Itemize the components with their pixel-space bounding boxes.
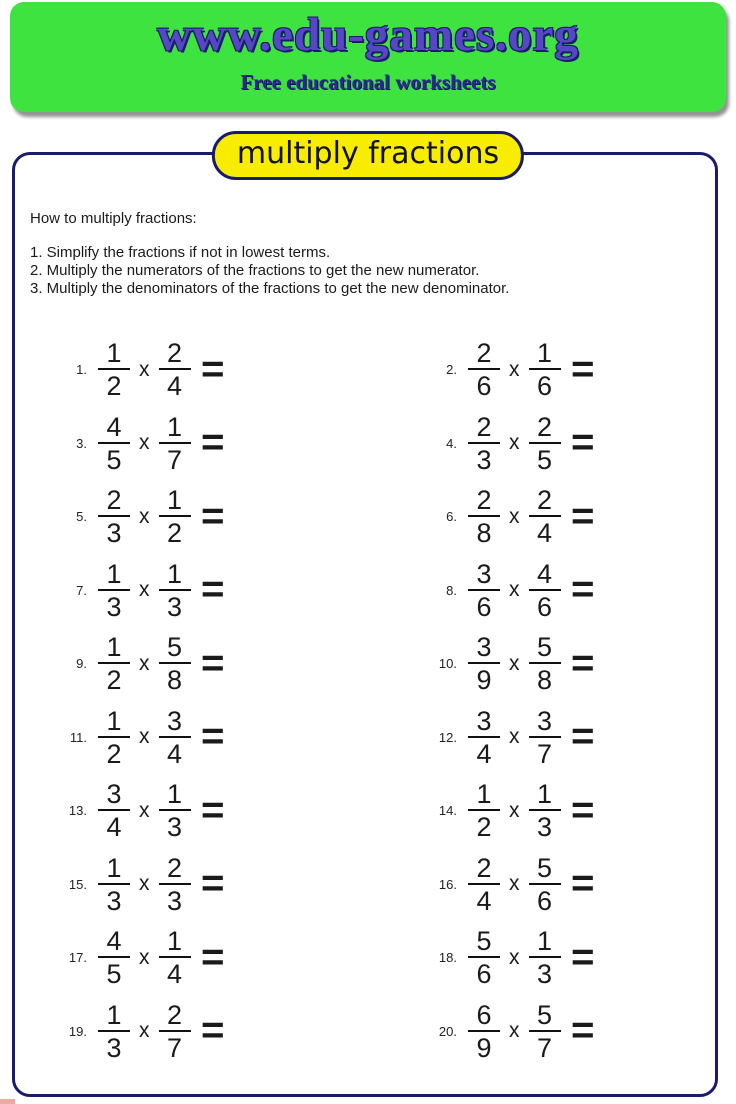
fraction-2-denominator: 8: [159, 662, 191, 694]
fraction-1-denominator: 2: [98, 736, 130, 768]
fraction-1-denominator: 5: [98, 956, 130, 988]
equals-sign: =: [200, 494, 225, 538]
fraction-1-denominator: 3: [98, 1030, 130, 1062]
fraction-1: [98, 927, 130, 988]
fraction-1-denominator: 4: [468, 883, 500, 915]
fraction-1: [98, 633, 130, 694]
fraction-2-numerator: 1: [536, 926, 553, 957]
fraction-1-denominator: 6: [468, 956, 500, 988]
fraction-2: [529, 1001, 561, 1062]
equals-sign: =: [570, 1009, 595, 1053]
problem-number: 12.: [438, 729, 457, 745]
equals-sign: =: [200, 641, 225, 685]
fraction-1: [98, 339, 130, 400]
fraction-1-denominator: 5: [98, 442, 130, 474]
problem-number: 8.: [446, 582, 457, 598]
fraction-2: [159, 486, 191, 547]
fraction-2: [529, 707, 561, 768]
problem-row: [429, 627, 709, 701]
fraction-1-denominator: 9: [468, 1030, 500, 1062]
fraction-1: [98, 560, 130, 621]
fraction-2: [529, 413, 561, 474]
multiply-operator: x: [509, 578, 520, 602]
fraction-1: [468, 633, 500, 694]
problem-number: 6.: [446, 509, 457, 525]
equals-sign: =: [570, 347, 595, 391]
fraction-1-numerator: 2: [476, 411, 492, 442]
fraction-1-numerator: 1: [106, 852, 122, 883]
instruction-step: 3. Multiply the denominators of the fractions to get the new denominator.: [30, 280, 510, 297]
fraction-1: [98, 854, 130, 915]
fraction-2-denominator: 6: [529, 883, 561, 915]
equals-sign: =: [570, 788, 595, 832]
fraction-1: [468, 707, 500, 768]
problem-number: 16.: [438, 876, 457, 892]
problem-row: [429, 333, 709, 407]
fraction-2: [159, 854, 191, 915]
problem-number: 9.: [76, 656, 87, 672]
equals-sign: =: [200, 935, 225, 979]
problem-number: 1.: [76, 362, 87, 378]
equals-sign: =: [200, 862, 225, 906]
fraction-1-denominator: 9: [468, 662, 500, 694]
fraction-2: [529, 854, 561, 915]
fraction-1-denominator: 3: [98, 589, 130, 621]
problem-row: [429, 407, 709, 481]
problem-row: [59, 701, 429, 775]
fraction-1-numerator: 6: [476, 999, 492, 1030]
fraction-1-denominator: 6: [468, 589, 500, 621]
fraction-2-denominator: 8: [529, 662, 561, 694]
fraction-2-denominator: 5: [529, 442, 561, 474]
fraction-2-numerator: 1: [166, 485, 183, 516]
fraction-2-numerator: 2: [166, 338, 183, 369]
problems-grid: [59, 333, 709, 1068]
fraction-2-numerator: 1: [536, 338, 553, 369]
fraction-1: [98, 486, 130, 547]
problem-number: 18.: [438, 950, 457, 966]
equals-sign: =: [200, 788, 225, 832]
fraction-2: [529, 780, 561, 841]
problem-row: [59, 921, 429, 995]
fraction-2: [159, 339, 191, 400]
fraction-1-numerator: 1: [476, 779, 492, 810]
fraction-1-numerator: 3: [476, 558, 492, 589]
fraction-1-numerator: 3: [106, 779, 122, 810]
multiply-operator: x: [139, 798, 150, 822]
equals-sign: =: [570, 935, 595, 979]
fraction-2-numerator: 2: [166, 852, 183, 883]
fraction-2: [529, 633, 561, 694]
fraction-2: [529, 486, 561, 547]
multiply-operator: x: [139, 651, 150, 675]
multiply-operator: x: [509, 651, 520, 675]
bottom-left-image-sliver: [0, 1099, 15, 1104]
multiply-operator: x: [139, 872, 150, 896]
multiply-operator: x: [509, 798, 520, 822]
equals-sign: =: [200, 347, 225, 391]
fraction-1: [98, 780, 130, 841]
worksheet-box: [12, 152, 718, 1097]
multiply-operator: x: [509, 725, 520, 749]
fraction-2-denominator: 7: [159, 1030, 191, 1062]
fraction-2: [159, 780, 191, 841]
problem-number: 17.: [68, 950, 87, 966]
fraction-2: [529, 339, 561, 400]
fraction-1: [468, 560, 500, 621]
fraction-1-numerator: 1: [106, 999, 122, 1030]
multiply-operator: x: [509, 357, 520, 381]
problem-number: 3.: [76, 435, 87, 451]
fraction-2: [159, 1001, 191, 1062]
fraction-1: [468, 780, 500, 841]
problem-row: [59, 480, 429, 554]
multiply-operator: x: [139, 431, 150, 455]
multiply-operator: x: [509, 431, 520, 455]
problem-row: [59, 627, 429, 701]
problem-row: [429, 701, 709, 775]
multiply-operator: x: [139, 578, 150, 602]
multiply-operator: x: [139, 725, 150, 749]
fraction-1-denominator: 8: [468, 515, 500, 547]
multiply-operator: x: [139, 1019, 150, 1043]
equals-sign: =: [570, 494, 595, 538]
problem-number: 11.: [69, 729, 87, 745]
fraction-2-denominator: 4: [529, 515, 561, 547]
problem-row: [59, 407, 429, 481]
fraction-1-numerator: 1: [106, 705, 122, 736]
fraction-2-numerator: 1: [166, 779, 183, 810]
fraction-1: [468, 339, 500, 400]
fraction-2-denominator: 3: [159, 883, 191, 915]
problem-number: 20.: [438, 1023, 457, 1039]
problem-row: [429, 995, 709, 1069]
fraction-2: [529, 927, 561, 988]
fraction-2-numerator: 5: [536, 852, 553, 883]
equals-sign: =: [200, 568, 225, 612]
equals-sign: =: [570, 641, 595, 685]
equals-sign: =: [200, 1009, 225, 1053]
multiply-operator: x: [509, 945, 520, 969]
fraction-1-numerator: 2: [106, 485, 122, 516]
fraction-2: [529, 560, 561, 621]
worksheet-title-badge: multiply fractions: [212, 131, 524, 180]
fraction-2: [159, 560, 191, 621]
fraction-2-denominator: 3: [529, 809, 561, 841]
instructions-steps: [30, 244, 509, 298]
equals-sign: =: [570, 862, 595, 906]
fraction-2-denominator: 3: [159, 589, 191, 621]
fraction-2-numerator: 2: [536, 485, 553, 516]
problem-number: 7.: [76, 582, 87, 598]
fraction-2-denominator: 6: [529, 368, 561, 400]
fraction-1-numerator: 4: [106, 411, 122, 442]
fraction-2-denominator: 2: [159, 515, 191, 547]
fraction-1-denominator: 2: [98, 368, 130, 400]
problem-number: 14.: [438, 803, 457, 819]
fraction-1: [468, 413, 500, 474]
fraction-1-numerator: 2: [476, 852, 492, 883]
problem-row: [59, 554, 429, 628]
instruction-step: 2. Multiply the numerators of the fractions to get the new numerator.: [30, 262, 480, 279]
problem-row: [59, 848, 429, 922]
fraction-1-numerator: 1: [106, 558, 122, 589]
fraction-2: [159, 633, 191, 694]
fraction-2-numerator: 3: [536, 705, 553, 736]
fraction-2-denominator: 6: [529, 589, 561, 621]
fraction-2-numerator: 4: [536, 558, 553, 589]
fraction-2-denominator: 7: [529, 1030, 561, 1062]
problem-number: 13.: [68, 803, 87, 819]
site-title: www.edu-games.org: [157, 9, 579, 61]
fraction-2-numerator: 5: [536, 999, 553, 1030]
fraction-1: [98, 707, 130, 768]
problem-number: 2.: [446, 362, 457, 378]
fraction-2-numerator: 2: [536, 411, 553, 442]
problem-row: [429, 554, 709, 628]
problem-number: 5.: [76, 509, 87, 525]
fraction-1: [468, 1001, 500, 1062]
fraction-2-denominator: 4: [159, 956, 191, 988]
fraction-1-denominator: 4: [98, 809, 130, 841]
equals-sign: =: [570, 715, 595, 759]
multiply-operator: x: [509, 504, 520, 528]
fraction-2-denominator: 4: [159, 736, 191, 768]
problem-row: [59, 995, 429, 1069]
fraction-2-denominator: 7: [529, 736, 561, 768]
fraction-1-numerator: 1: [106, 338, 122, 369]
problem-row: [429, 480, 709, 554]
problem-row: [59, 333, 429, 407]
fraction-2: [159, 413, 191, 474]
fraction-1-denominator: 4: [468, 736, 500, 768]
fraction-1-denominator: 2: [98, 662, 130, 694]
problem-row: [429, 774, 709, 848]
fraction-2-numerator: 2: [166, 999, 183, 1030]
fraction-2-denominator: 3: [159, 809, 191, 841]
equals-sign: =: [570, 421, 595, 465]
multiply-operator: x: [139, 945, 150, 969]
problem-number: 19.: [68, 1023, 87, 1039]
instructions-heading: How to multiply fractions:: [30, 210, 197, 227]
problem-row: [59, 774, 429, 848]
equals-sign: =: [200, 421, 225, 465]
fraction-1-numerator: 4: [106, 926, 122, 957]
fraction-1: [468, 486, 500, 547]
fraction-1-numerator: 3: [476, 632, 492, 663]
fraction-2-denominator: 7: [159, 442, 191, 474]
fraction-2-numerator: 1: [166, 926, 183, 957]
multiply-operator: x: [139, 504, 150, 528]
fraction-1: [468, 927, 500, 988]
fraction-1-denominator: 6: [468, 368, 500, 400]
fraction-2-numerator: 1: [536, 779, 553, 810]
fraction-2-numerator: 1: [166, 411, 183, 442]
fraction-1-denominator: 3: [468, 442, 500, 474]
equals-sign: =: [570, 568, 595, 612]
problem-number: 4.: [446, 435, 457, 451]
fraction-1-denominator: 2: [468, 809, 500, 841]
fraction-1-numerator: 3: [476, 705, 492, 736]
fraction-2-numerator: 1: [166, 558, 183, 589]
fraction-1-numerator: 1: [106, 632, 122, 663]
fraction-2: [159, 707, 191, 768]
fraction-1-denominator: 3: [98, 883, 130, 915]
fraction-2-numerator: 5: [166, 632, 183, 663]
problem-number: 15.: [68, 876, 87, 892]
multiply-operator: x: [509, 872, 520, 896]
fraction-1-numerator: 2: [476, 338, 492, 369]
multiply-operator: x: [139, 357, 150, 381]
fraction-2: [159, 927, 191, 988]
fraction-1: [98, 413, 130, 474]
instructions: [30, 210, 509, 298]
fraction-1: [468, 854, 500, 915]
instruction-step: 1. Simplify the fractions if not in lowest terms.: [30, 244, 331, 261]
multiply-operator: x: [509, 1019, 520, 1043]
equals-sign: =: [200, 715, 225, 759]
fraction-2-denominator: 3: [529, 956, 561, 988]
fraction-2-numerator: 5: [536, 632, 553, 663]
problem-row: [429, 848, 709, 922]
fraction-1-denominator: 3: [98, 515, 130, 547]
fraction-2-numerator: 3: [166, 705, 183, 736]
fraction-2-denominator: 4: [159, 368, 191, 400]
fraction-1-numerator: 2: [476, 485, 492, 516]
site-tagline: Free educational worksheets: [240, 70, 496, 94]
fraction-1-numerator: 5: [476, 926, 492, 957]
site-banner: [10, 2, 726, 112]
problem-row: [429, 921, 709, 995]
fraction-1: [98, 1001, 130, 1062]
problem-number: 10.: [438, 656, 457, 672]
